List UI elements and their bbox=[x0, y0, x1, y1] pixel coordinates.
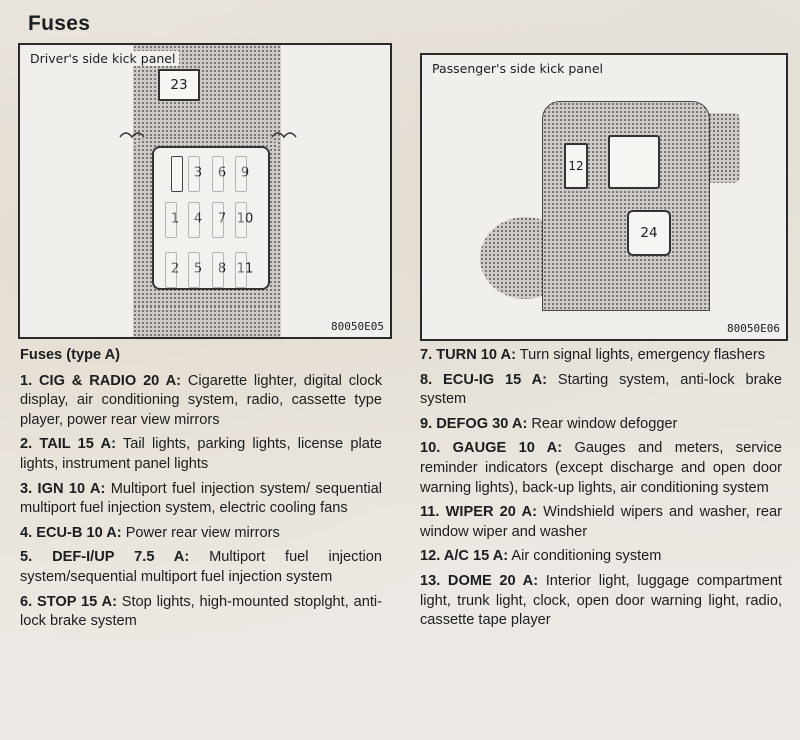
driver-fuse-block bbox=[152, 146, 270, 290]
fuse-entry-6 bbox=[20, 593, 382, 632]
page-title: Fuses bbox=[28, 12, 91, 35]
fuse-entry-desc: Interior light, luggage compartment light, trunk light, clock, open door warning light, radio, cassette tape player bbox=[420, 572, 782, 629]
fuse-entry-label: 13. DOME 20 A: bbox=[420, 572, 539, 589]
fuse-entry-2 bbox=[20, 435, 382, 474]
fuse-entry-desc: Gauges and meters, service reminder indicators (except discharge and open door warning lights), back-up lights, air conditioning system bbox=[420, 440, 783, 496]
fuse-slot-outline bbox=[212, 252, 227, 288]
fuse-slot-7: 7 bbox=[217, 211, 227, 227]
fuse-list-heading: Fuses (type A) bbox=[20, 347, 121, 363]
fuse-slot-outline bbox=[188, 202, 203, 238]
fuse-23-number: 23 bbox=[170, 77, 188, 93]
fuse-list-right-column bbox=[420, 346, 782, 636]
fuse-entry-label: 8. ECU-IG 15 A: bbox=[420, 371, 548, 388]
fuse-entry-3 bbox=[20, 480, 382, 519]
passenger-kick-panel-diagram bbox=[420, 53, 788, 341]
fuse-entry-desc: Cigarette lighter, digital clock display, air conditioning system, radio, cassette type player, power rear view mirrors bbox=[20, 372, 383, 428]
fuse-12-number: 12 bbox=[568, 159, 584, 173]
fuse-entry-1 bbox=[20, 372, 382, 431]
passenger-diagram-ref-code: 80050E06 bbox=[727, 322, 780, 335]
fuse-slot-9: 9 bbox=[240, 165, 250, 181]
fuse-entry-desc: Rear window defogger bbox=[531, 415, 678, 432]
fuse-entry-desc: Stop lights, high-mounted stoplght, anti-lock brake system bbox=[20, 593, 382, 630]
fuse-entry-label: 11. WIPER 20 A: bbox=[420, 504, 537, 521]
fuse-entry-5 bbox=[20, 548, 382, 587]
fuse-slot-outline bbox=[188, 156, 203, 192]
fuse-entry-11 bbox=[420, 503, 782, 542]
fuse-entry-12 bbox=[420, 547, 782, 567]
fuse-list-left-column bbox=[20, 346, 382, 637]
fuse-slot-outline bbox=[235, 252, 247, 288]
fuse-12-box bbox=[564, 143, 588, 189]
fuse-entry-label: 6. STOP 15 A: bbox=[20, 593, 117, 610]
fuse-entry-desc: Turn signal lights, emergency flashers bbox=[519, 347, 765, 363]
fuse-entry-label: 2. TAIL 15 A: bbox=[20, 436, 116, 453]
fuse-slot-outline bbox=[188, 252, 203, 288]
fuse-slot-outline bbox=[212, 202, 227, 238]
break-line-icon bbox=[118, 125, 298, 145]
fuse-slot-11: 11 bbox=[236, 261, 254, 277]
driver-kick-panel-diagram bbox=[18, 43, 392, 339]
fuse-entry-label: 9. DEFOG 30 A: bbox=[420, 415, 528, 432]
fuse-slot-outline bbox=[235, 202, 247, 238]
fuse-slot-3: 3 bbox=[193, 165, 203, 181]
fuse-entry-desc: Starting system, anti-lock brake system bbox=[420, 371, 782, 408]
fuse-entry-desc: Power rear view mirrors bbox=[125, 524, 280, 541]
fuse-entry-9 bbox=[420, 415, 782, 435]
relay-box bbox=[608, 135, 660, 189]
fuse-entry-desc: Windshield wipers and washer, rear window wiper and washer bbox=[420, 504, 782, 540]
fuse-entry-label: 5. DEF-I/UP 7.5 A: bbox=[20, 549, 190, 566]
passenger-panel-label: Passenger's side kick panel bbox=[432, 61, 607, 76]
fuse-slot-8: 8 bbox=[217, 261, 227, 277]
fuse-entry-label: 4. ECU-B 10 A: bbox=[20, 524, 122, 541]
fuse-slot-outline bbox=[165, 252, 180, 288]
driver-diagram-ref-code: 80050E05 bbox=[331, 320, 384, 333]
fuse-slot-2: 2 bbox=[170, 261, 180, 277]
fuse-slot-5: 5 bbox=[193, 261, 203, 277]
fuse-slot-outline bbox=[235, 156, 250, 192]
fuse-entry-10 bbox=[420, 439, 782, 498]
fuse-entry-desc: Multiport fuel injection system/sequential multiport fuel injection system bbox=[20, 549, 382, 585]
fuse-entry-8 bbox=[420, 371, 782, 410]
fuse-entry-label: 3. IGN 10 A: bbox=[20, 480, 106, 497]
fuse-entry-desc: Tail lights, parking lights, license plate lights, instrument panel lights bbox=[20, 436, 383, 472]
fuse-entry-label: 1. CIG & RADIO 20 A: bbox=[20, 372, 182, 389]
fuse-slot-10: 10 bbox=[236, 211, 254, 227]
fuse-23-box bbox=[158, 69, 200, 101]
fuse-slot-blank bbox=[171, 156, 183, 192]
fuse-entry-desc: Air conditioning system bbox=[511, 548, 662, 565]
fuse-entry-7 bbox=[420, 346, 782, 366]
fuse-entry-label: 7. TURN 10 A: bbox=[420, 347, 516, 363]
fuse-slot-1: 1 bbox=[170, 211, 180, 227]
fuse-slot-6: 6 bbox=[217, 165, 227, 181]
driver-panel-label: Driver's side kick panel bbox=[30, 51, 179, 66]
fuse-24-number: 24 bbox=[640, 225, 658, 241]
fuse-slot-outline bbox=[165, 202, 180, 238]
passenger-panel-body bbox=[542, 101, 710, 311]
fuse-24-box bbox=[627, 210, 671, 256]
fuse-entry-13 bbox=[420, 572, 782, 631]
fuse-entry-desc: Multiport fuel injection system/ sequential multiport fuel injection system, electric cooling fans bbox=[20, 480, 382, 517]
fuse-entry-label: 10. GAUGE 10 A: bbox=[420, 440, 563, 457]
fuse-entry-4 bbox=[20, 524, 382, 544]
fuse-entry-label: 12. A/C 15 A: bbox=[420, 548, 509, 565]
fuse-slot-outline bbox=[212, 156, 227, 192]
fuse-slot-4: 4 bbox=[193, 211, 203, 227]
